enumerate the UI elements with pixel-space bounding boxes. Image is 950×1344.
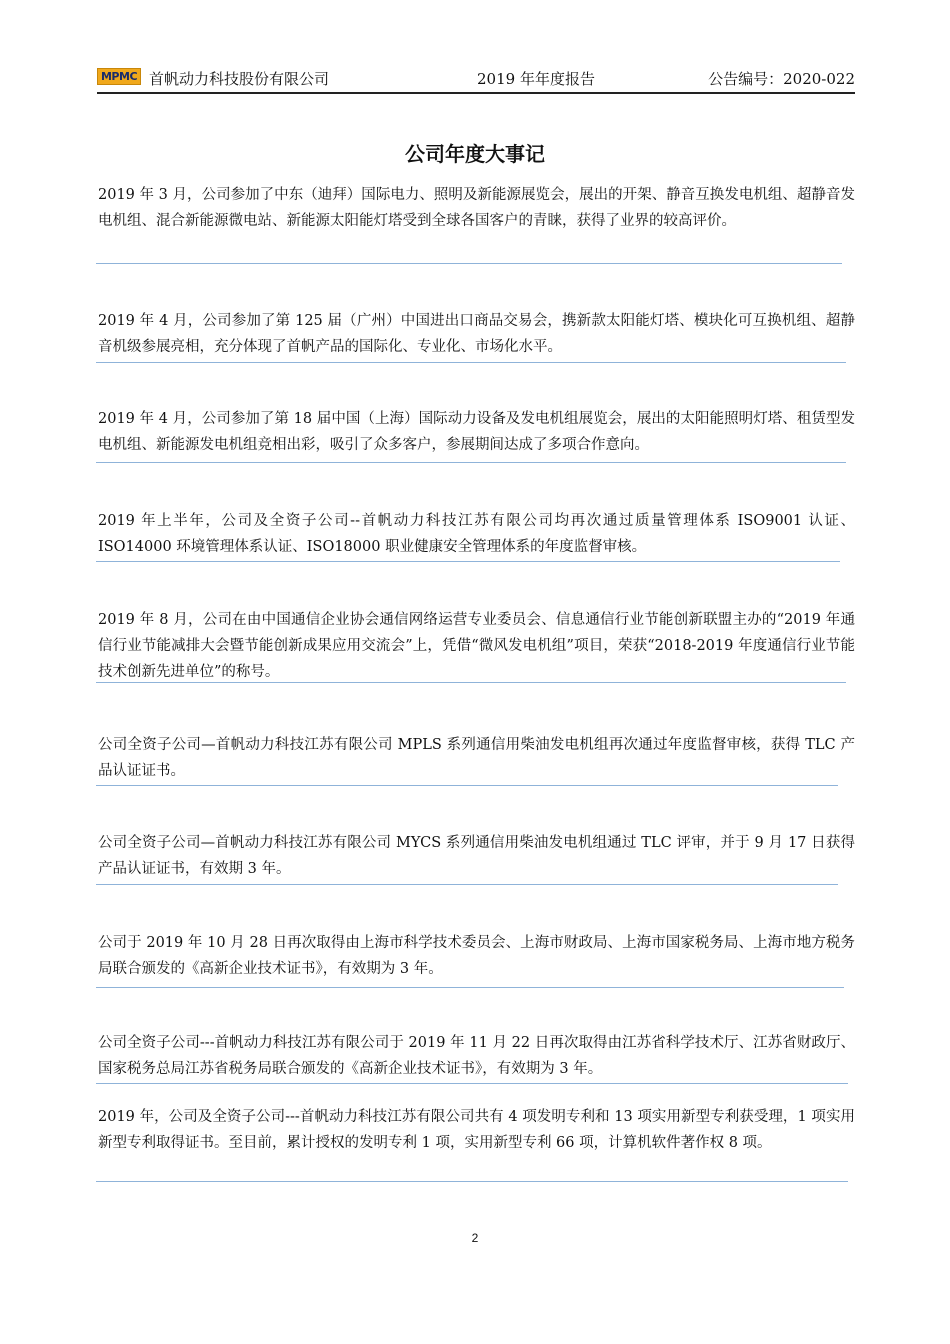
divider [96,263,842,264]
divider [96,1083,848,1084]
event-item: 2019 年 8 月，公司在由中国通信企业协会通信网络运营专业委员会、信息通信行业节能创新联盟主办的“2019 年通信行业节能减排大会暨节能创新成果应用交流会”上，凭借“微风发电机组”项目，荣获“2018-2019 年度通信行业节能技术创新先进单位”的称号。 [98,612,855,680]
event-item: 2019 年上半年，公司及全资子公司--首帆动力科技江苏有限公司均再次通过质量管理体系 ISO9001 认证、ISO14000 环境管理体系认证、ISO18000 职业健康安全管理体系的年度监督审核。 [98,513,855,555]
divider [96,987,844,988]
page-number: 2 [471,1231,479,1245]
event-item: 公司于 2019 年 10 月 28 日再次取得由上海市科学技术委员会、上海市财政局、上海市国家税务局、上海市地方税务局联合颁发的《高新企业技术证书》，有效期为 3 年。 [98,935,855,977]
event-item: 2019 年 4 月，公司参加了第 18 届中国（上海）国际动力设备及发电机组展览会，展出的太阳能照明灯塔、租赁型发电机组、新能源发电机组竞相出彩，吸引了众多客户，参展期间达成了多项合作意向。 [98,411,855,453]
divider [96,362,846,363]
divider [96,462,846,463]
page-title: 公司年度大事记 [405,142,545,166]
header-company-name: 首帆动力科技股份有限公司 [149,70,330,88]
header-report-title: 2019 年年度报告 [477,70,595,88]
divider [96,884,838,885]
event-item: 公司全资子公司---首帆动力科技江苏有限公司于 2019 年 11 月 22 日再次取得由江苏省科学技术厅、江苏省财政厅、国家税务总局江苏省税务局联合颁发的《高新企业技术证书》，有效期为 3 年。 [98,1035,855,1077]
divider [96,785,838,786]
divider [96,682,846,683]
event-item: 2019 年 3 月，公司参加了中东（迪拜）国际电力、照明及新能源展览会，展出的开架、静音互换发电机组、超静音发电机组、混合新能源微电站、新能源太阳能灯塔受到全球各国客户的青睐，获得了业界的较高评价。 [98,187,855,229]
event-item: 2019 年 4 月，公司参加了第 125 届（广州）中国进出口商品交易会，携新款太阳能灯塔、模块化可互换机组、超静音机级参展亮相，充分体现了首帆产品的国际化、专业化、市场化水平。 [98,313,855,355]
divider [96,561,840,562]
page-header [97,66,855,94]
company-logo: MPMC [97,68,141,85]
event-item: 2019 年，公司及全资子公司---首帆动力科技江苏有限公司共有 4 项发明专利和 13 项实用新型专利获受理，1 项实用新型专利取得证书。至目前，累计授权的发明专利 1 项，实用新型专利 66 项，计算机软件著作权 8 项。 [98,1109,855,1151]
event-item: 公司全资子公司—首帆动力科技江苏有限公司 MPLS 系列通信用柴油发电机组再次通过年度监督审核，获得 TLC 产品认证证书。 [98,737,855,779]
event-item: 公司全资子公司—首帆动力科技江苏有限公司 MYCS 系列通信用柴油发电机组通过 TLC 评审，并于 9 月 17 日获得产品认证证书，有效期 3 年。 [98,835,855,877]
divider [96,1181,848,1182]
header-notice-number: 公告编号：2020-022 [708,70,855,88]
